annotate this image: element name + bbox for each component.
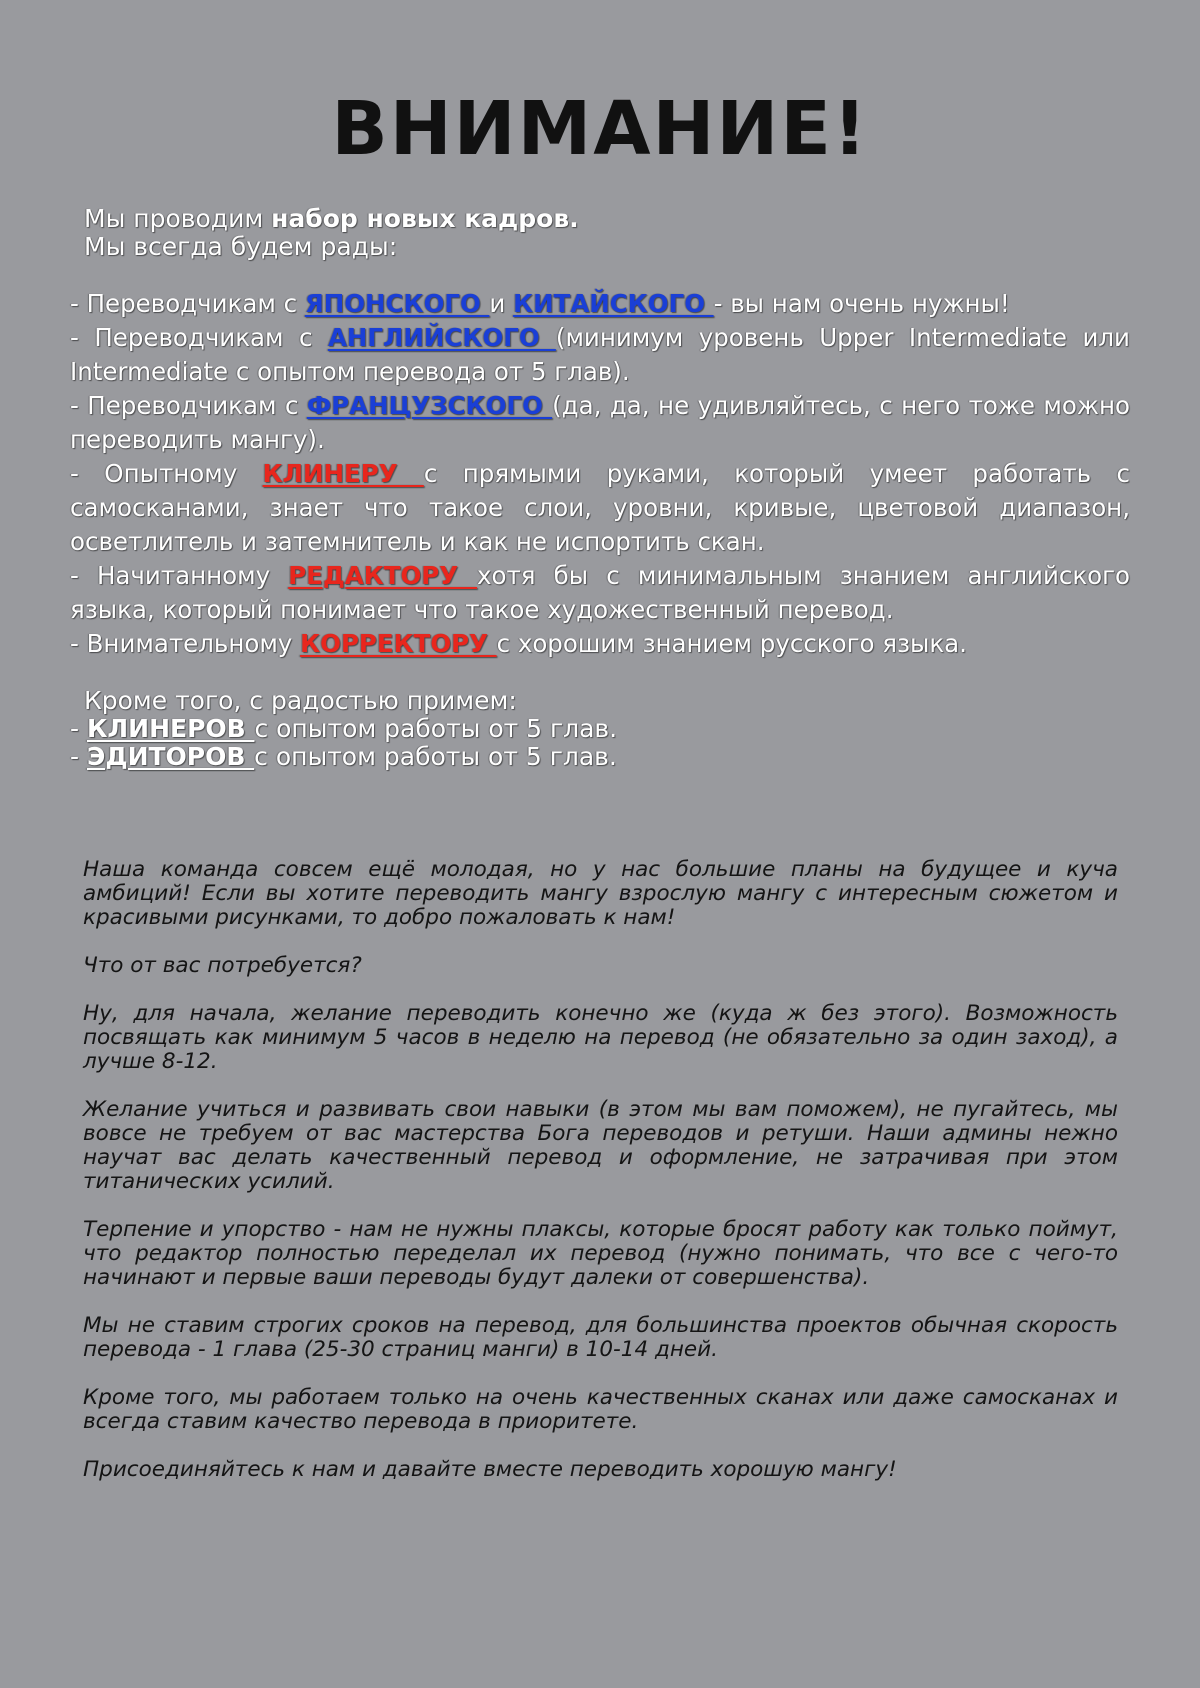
also-item-typesetters <box>70 743 1130 771</box>
intro-line-1-text: Мы проводим <box>84 204 272 233</box>
intro <box>84 205 1130 261</box>
recruitment-block <box>70 205 1130 771</box>
wanted-item-suffix: (да, да, не удивляйтесь, с него тоже можно переводить мангу). <box>70 391 1130 454</box>
wanted-item-suffix: (минимум уровень Upper Intermediate или Intermediate с опытом перевода от 5 глав). <box>70 323 1130 386</box>
also-lead: Кроме того, с радостью примем: <box>84 686 517 715</box>
paragraph: Мы не ставим строгих сроков на перевод, для большинства проектов обычная скорость перевода - 1 глава (25-30 страниц манги) в 10-14 дней. <box>83 1313 1118 1362</box>
paragraph: Ну, для начала, желание переводить конечно же (куда ж без этого). Возможность посвящать как минимум 5 часов в неделю на перевод (не обязательно за один заход), а лучше 8-12. <box>83 1001 1118 1074</box>
also-item-prefix: - <box>70 714 87 743</box>
wanted-item-suffix: - вы нам очень нужны! <box>713 289 1010 318</box>
wanted-item-cleaner <box>70 457 1130 559</box>
wanted-item-suffix: хотя бы с минимальным знанием английского языка, который понимает что такое художественный перевод. <box>70 561 1130 624</box>
highlight-chinese: КИТАЙСКОГО <box>513 289 714 318</box>
paragraph: Терпение и упорство - нам не нужны плаксы, которые бросят работу как только поймут, что редактор полностью переделал их перевод (нужно понимать, что все с чего-то начинают и первые ваши переводы будут далеки от совершенства). <box>83 1217 1118 1290</box>
wanted-item-french <box>70 389 1130 457</box>
wanted-item-mid: и <box>489 289 514 318</box>
wanted-item-prefix: - Начитанному <box>70 561 289 590</box>
wanted-item-prefix: - Переводчикам с <box>70 289 305 318</box>
highlight-english: АНГЛИЙСКОГО <box>327 323 556 352</box>
intro-line-1 <box>84 205 1130 233</box>
intro-line-1-bold: набор новых кадров. <box>271 204 579 233</box>
wanted-item-prefix: - Переводчикам с <box>70 323 328 352</box>
wanted-item-english <box>70 321 1130 389</box>
highlight-proofreader: КОРРЕКТОРУ <box>300 629 497 658</box>
page-title: ВНИМАНИЕ! <box>331 86 869 172</box>
highlight-french: ФРАНЦУЗСКОГО <box>306 391 553 420</box>
highlight-editor: РЕДАКТОРУ <box>288 561 478 590</box>
also-item-suffix: с опытом работы от 5 глав. <box>254 742 617 771</box>
intro-line-2: Мы всегда будем рады: <box>84 232 398 261</box>
wanted-list <box>70 287 1130 661</box>
highlight-japanese: ЯПОНСКОГО <box>304 289 490 318</box>
paragraph: Кроме того, мы работаем только на очень качественных сканах или даже самосканах и всегда ставим качество перевода в приоритете. <box>83 1385 1118 1434</box>
also-item-suffix: с опытом работы от 5 глав. <box>254 714 618 743</box>
also-item-prefix: - <box>70 742 87 771</box>
also-item-cleaners <box>70 715 1130 743</box>
wanted-item-suffix: с прямыми руками, который умеет работать с самосканами, знает что такое слои, уровни, кривые, цветовой диапазон, осветлитель и затемнитель и как не испортить скан. <box>70 459 1130 556</box>
paragraph: Наша команда совсем ещё молодая, но у нас большие планы на будущее и куча амбиций! Если вы хотите переводить мангу взрослую мангу с интересным сюжетом и красивыми рисунками, то добро пожаловать к нам! <box>83 857 1118 930</box>
highlight-cleaner: КЛИНЕРУ <box>262 459 424 488</box>
highlight-typesetters: ЭДИТОРОВ <box>86 742 255 771</box>
wanted-item-prefix: - Опытному <box>70 459 263 488</box>
wanted-item-prefix: - Внимательному <box>70 629 301 658</box>
wanted-item-editor <box>70 559 1130 627</box>
paragraph: Желание учиться и развивать свои навыки (в этом мы вам поможем), не пугайтесь, мы вовсе не требуем от вас мастерства Бога переводов и ретуши. Наши админы нежно научат вас делать качественный перевод и оформление, не затрачивая при этом титанических усилий. <box>83 1097 1118 1194</box>
wanted-item-prefix: - Переводчикам с <box>70 391 307 420</box>
paragraph: Что от вас потребуется? <box>83 953 362 978</box>
wanted-item-japanese-chinese <box>70 287 1130 321</box>
also-block <box>70 687 1130 771</box>
highlight-cleaners: КЛИНЕРОВ <box>86 714 255 743</box>
wanted-item-proofreader <box>70 627 1130 661</box>
team-description <box>83 858 1118 1506</box>
paragraph: Присоединяйтесь к нам и давайте вместе переводить хорошую мангу! <box>83 1457 897 1482</box>
wanted-item-suffix: с хорошим знанием русского языка. <box>496 629 967 658</box>
